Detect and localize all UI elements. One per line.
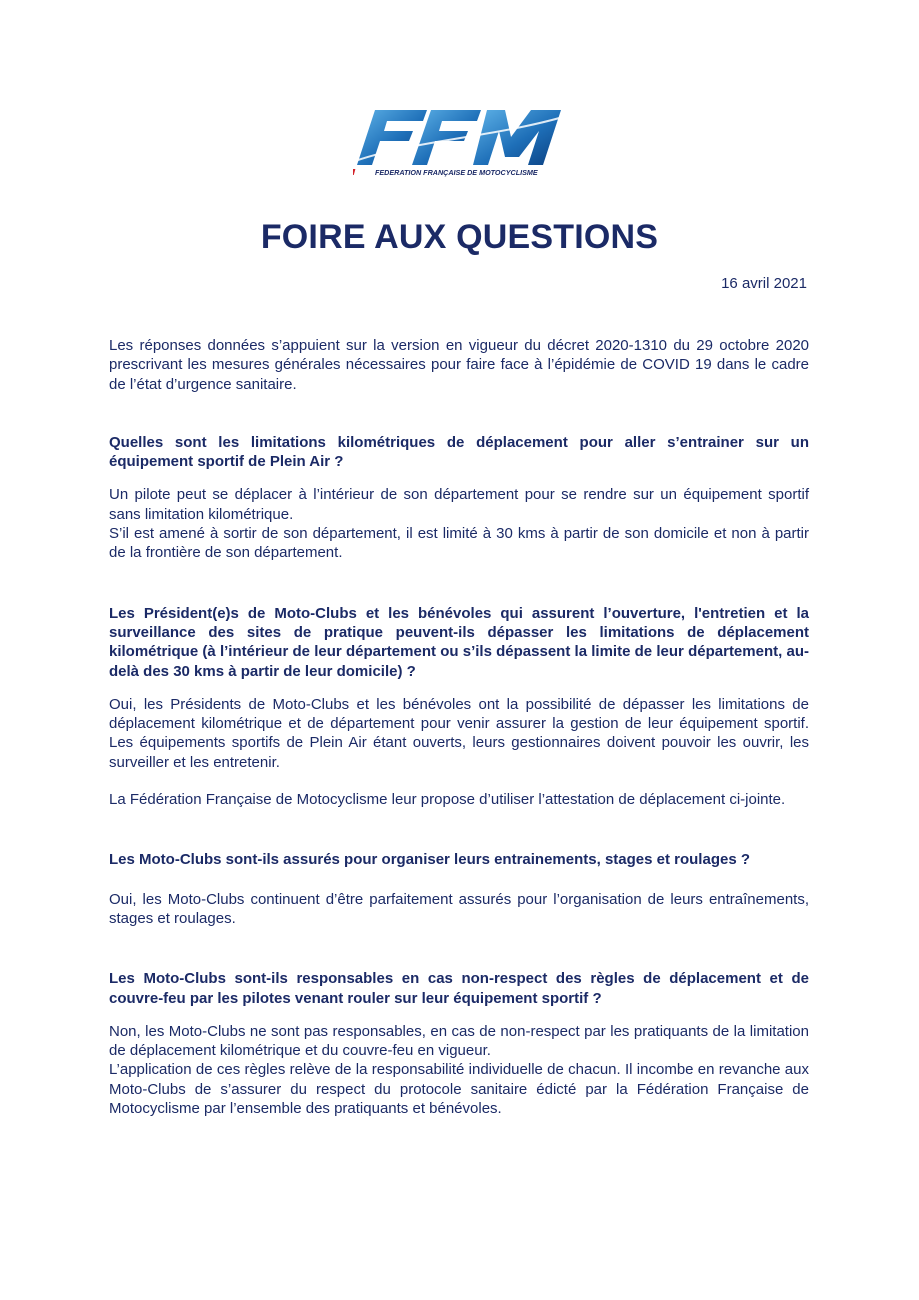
intro-paragraph: Les réponses données s’appuient sur la version en vigueur du décret 2020-1310 du 29 octobre 2020 prescrivant les mesures générales nécessaires pour faire face à l’épidémie de COVID 19 dans le cadre de l’état d’urgence sanitaire. — [109, 337, 809, 393]
faq-answer-1-1: Un pilote peut se déplacer à l’intérieur de son département pour se rendre sur un équipement sportif sans limitation kilométrique. — [109, 486, 809, 523]
faq-answer-1-2: S’il est amené à sortir de son département, il est limité à 30 kms à partir de son domicile et non à partir de la frontière de son département. — [109, 525, 809, 562]
faq-question-2: Les Président(e)s de Moto-Clubs et les bénévoles qui assurent l’ouverture, l'entretien et la surveillance des sites de pratique peuvent-ils dépasser les limitations de déplacement kilométrique (à l’intérieur de leur département ou s’ils dépassent la limite de leur département, au-delà des 30 kms à partir de leur domicile) ? — [109, 604, 809, 680]
faq-question-4: Les Moto-Clubs sont-ils responsables en cas non-respect des règles de déplacement et de couvre-feu par les pilotes venant rouler sur leur équipement sportif ? — [109, 970, 809, 1007]
page-title: FOIRE AUX QUESTIONS — [260, 218, 659, 256]
logo-tagline: FEDERATION FRANÇAISE DE MOTOCYCLISME — [375, 168, 538, 177]
faq-question-3: Les Moto-Clubs sont-ils assurés pour organiser leurs entrainements, stages et roulages ? — [109, 851, 750, 869]
faq-content — [109, 336, 809, 1118]
faq-answer-4-1: Non, les Moto-Clubs ne sont pas responsables, en cas de non-respect par les pratiquants de la limitation de déplacement kilométrique et du couvre-feu en vigueur. — [109, 1022, 809, 1060]
faq-answer-2-2: La Fédération Française de Motocyclisme leur propose d’utiliser l’attestation de déplacement ci-jointe. — [109, 791, 786, 809]
faq-answer-4-2: L’application de ces règles relève de la responsabilité individuelle de chacun. Il incombe en revanche aux Moto-Clubs de s’assurer du respect du protocole sanitaire édicté par la Fédération Française de Motocyclisme par l’ensemble des pratiquants et bénévoles. — [109, 1061, 809, 1118]
faq-answer-2-1: Oui, les Présidents de Moto-Clubs et les bénévoles ont la possibilité de dépasser les limitations de déplacement kilométrique et de département pour venir assurer la gestion de leur équipement sportif. Les équipements sportifs de Plein Air étant ouverts, leurs gestionnaires doivent pouvoir les ouvrir, les surveiller et les entretenir. — [109, 695, 809, 771]
document-date: 16 avril 2021 — [721, 275, 807, 292]
ffm-logo — [353, 107, 565, 179]
ffm-logo-graphic — [353, 107, 565, 179]
faq-answer-3-1: Oui, les Moto-Clubs continuent d’être parfaitement assurés pour l’organisation de leurs entraînements, stages et roulages. — [109, 890, 809, 927]
faq-question-1: Quelles sont les limitations kilométriques de déplacement pour aller s’entrainer sur un équipement sportif de Plein Air ? — [109, 433, 809, 471]
